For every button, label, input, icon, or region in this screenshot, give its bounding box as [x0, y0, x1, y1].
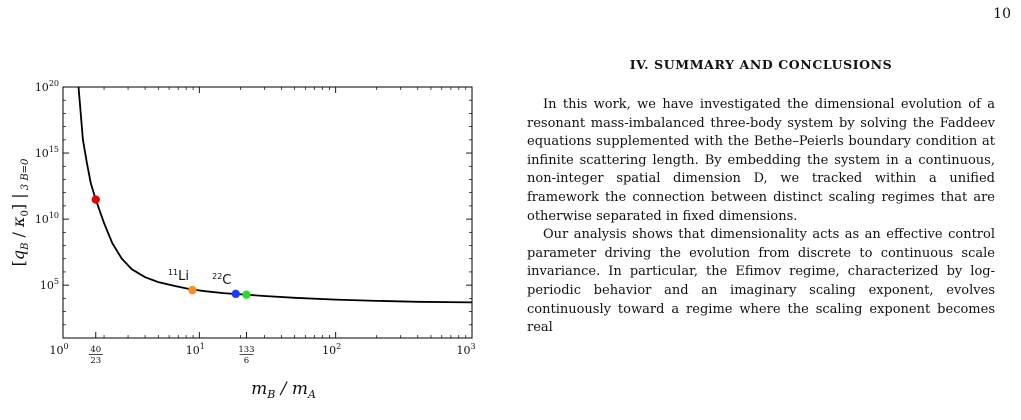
y-tick-label: $10^{10}$: [34, 211, 59, 227]
section-heading: IV. SUMMARY AND CONCLUSIONS: [629, 57, 893, 72]
x-tick-label: $10^2$: [322, 342, 342, 357]
x-tick-label: $10^3$: [456, 342, 476, 357]
x-tick-label: $10^1$: [185, 342, 205, 357]
y-tick-label: $10^5$: [39, 277, 59, 293]
x-special-tick-numerator: 40: [90, 345, 102, 355]
plot-frame: [63, 87, 472, 338]
data-point: [232, 290, 240, 298]
x-axis-label: $m_B / m_A$: [251, 379, 316, 401]
paragraph-2: Our analysis shows that dimensionality acts as an effective control parameter driving the evolution from discrete to continuous scale invariance. In particular, the Efimov regime, characterized by log-periodic behavior and an imaginary scaling exponent, evolves continuously toward a regime where the scaling exponent becomes real: [527, 227, 995, 336]
point-label: $^{22}$C: [212, 271, 232, 288]
x-special-tick-numerator: 133: [238, 345, 255, 355]
series-curve: [79, 87, 472, 302]
y-tick-label: $10^{20}$: [34, 79, 59, 94]
y-tick-label: $10^{15}$: [34, 145, 59, 161]
y-axis-label: $[q_B / \kappa_0]$ | $_{3 B=0}$: [9, 158, 31, 267]
x-special-tick-denominator: 6: [243, 356, 250, 366]
data-point: [188, 286, 196, 294]
text-column: [527, 57, 995, 338]
chart-plot: [9, 79, 476, 401]
paragraph-1: In this work, we have investigated the dimensional evolution of a resonant mass-imbalanced three-body system by solving the Faddeev equations supplemented with the Bethe–Peierls boundary condition at infinite scattering length. By embedding the system in a continuous, non-integer spatial dimension D, we tracked within a unified framework the connection between distinct scaling regimes that are otherwise separated in fixed dimensions.: [527, 97, 995, 224]
data-point: [242, 290, 250, 298]
data-point: [92, 195, 100, 203]
page-number: 10: [993, 6, 1011, 22]
figure: [0, 60, 500, 420]
point-label: $^{11}$Li: [167, 268, 189, 285]
x-special-tick-denominator: 23: [90, 356, 102, 366]
x-tick-label: $10^0$: [49, 342, 69, 357]
